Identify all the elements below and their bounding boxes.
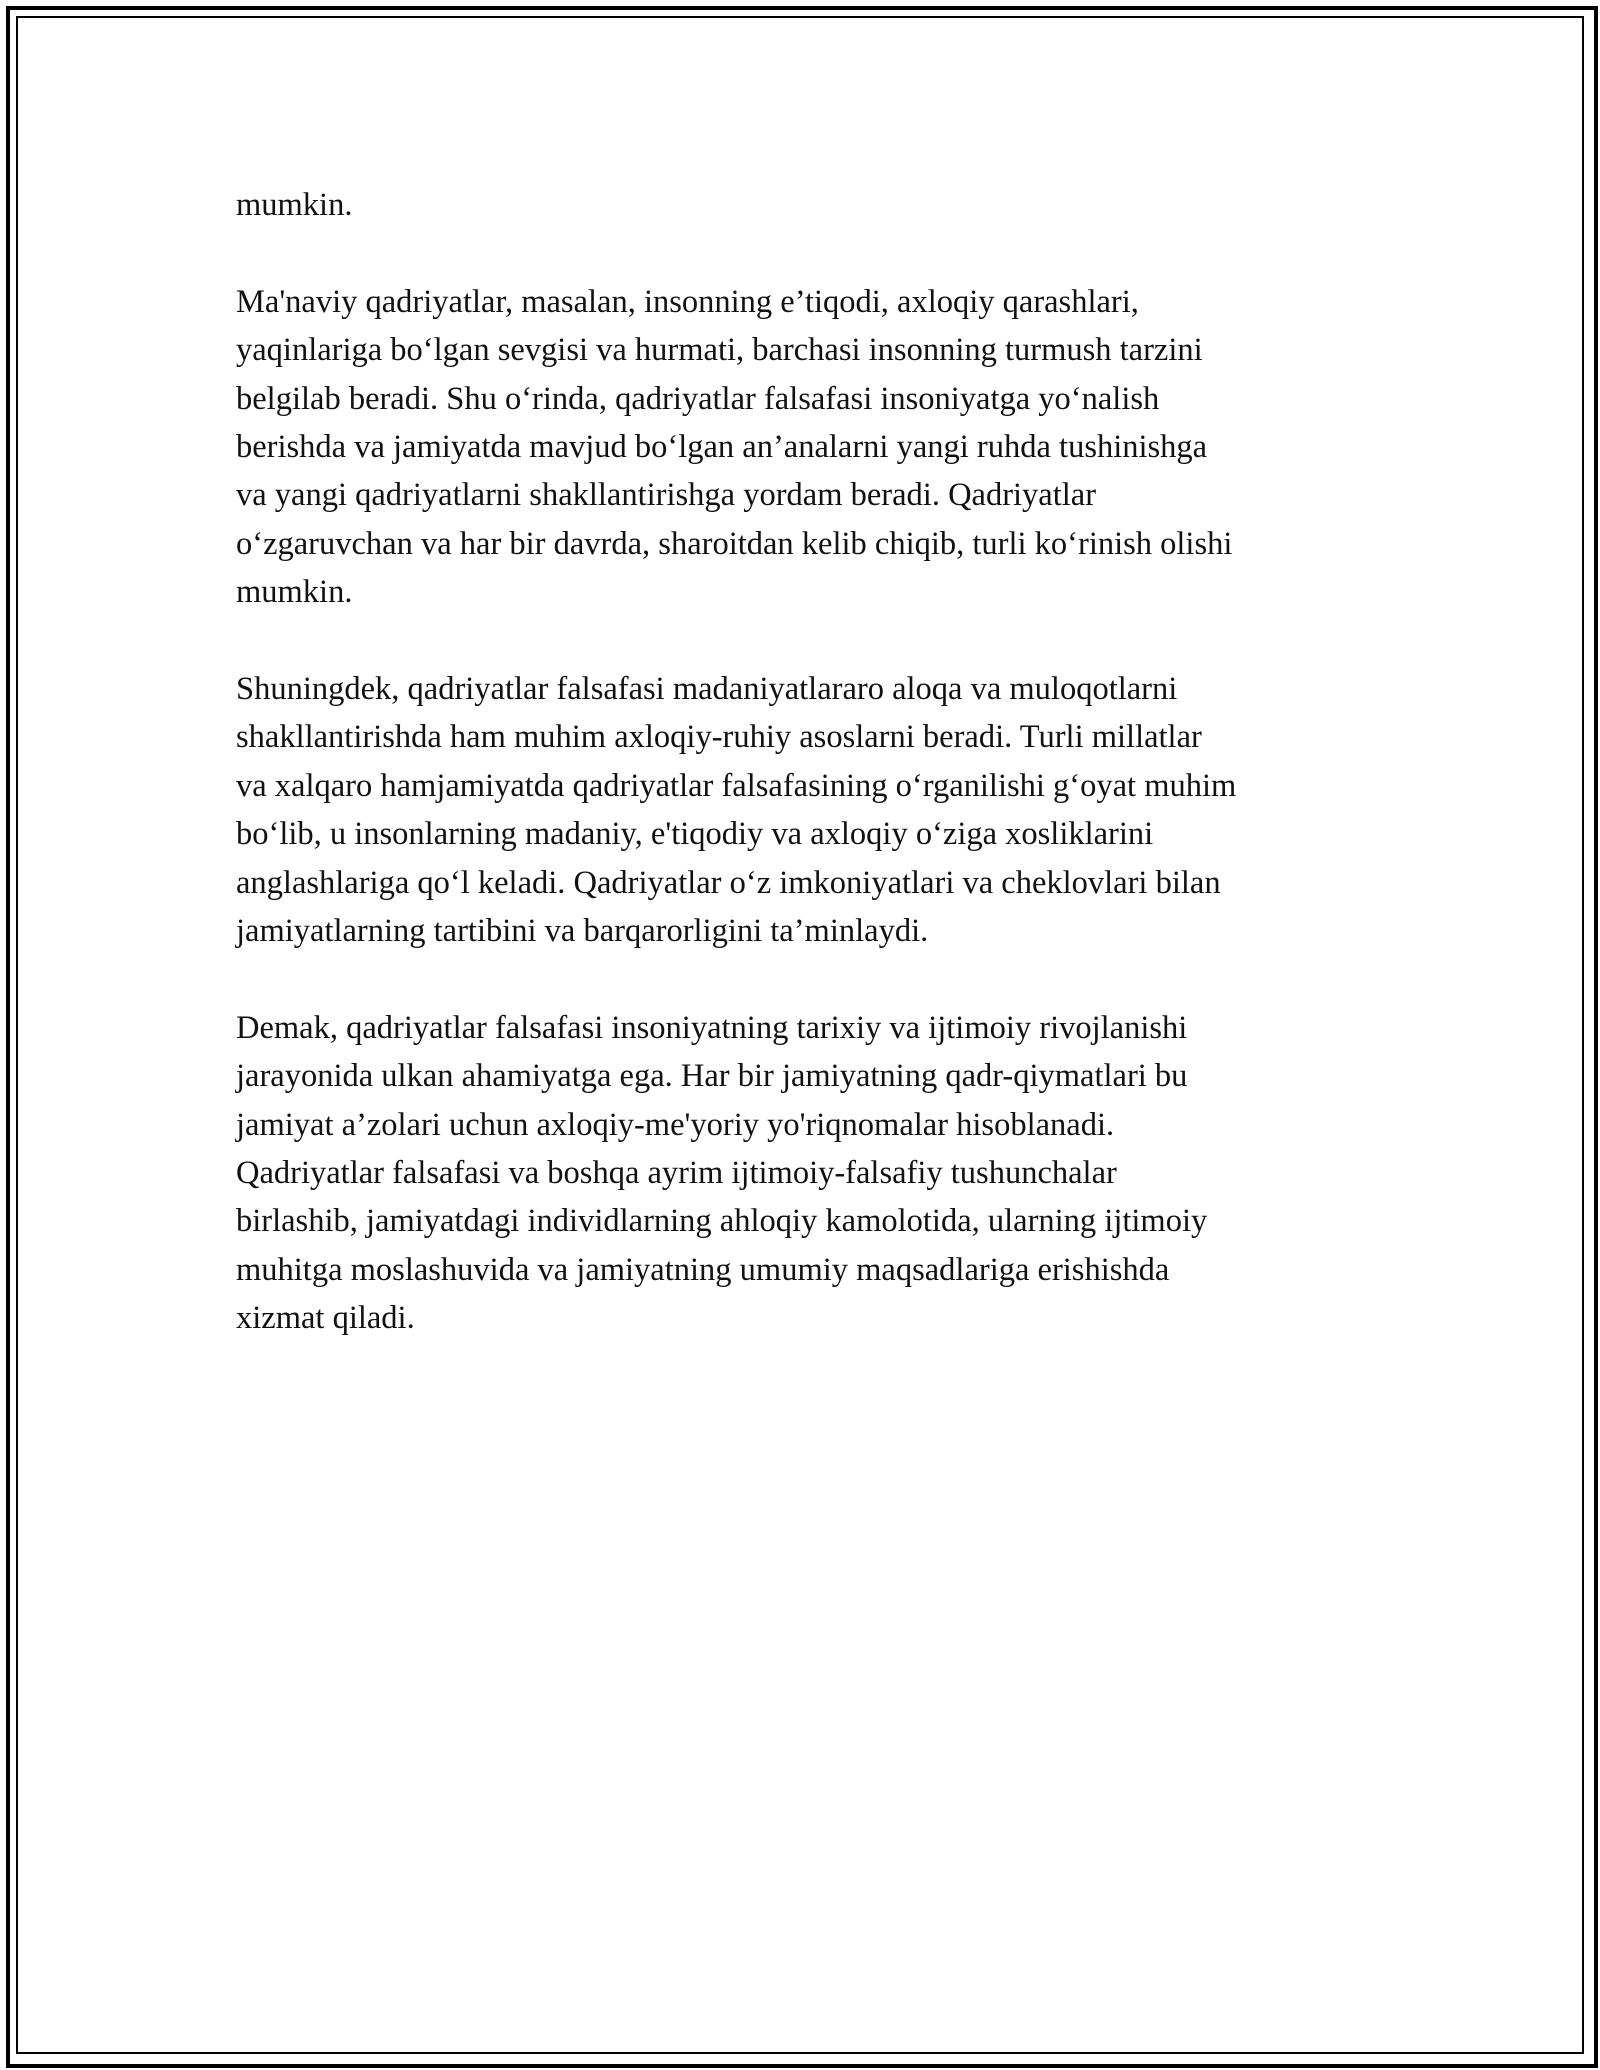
text-line: jamiyat a’zolari uchun axloqiy-me'yoriy yo'riqnomalar hisoblanadi. bbox=[236, 1106, 1115, 1143]
text-line: va xalqaro hamjamiyatda qadriyatlar falsafasining o‘rganilishi g‘oyat muhim bbox=[236, 767, 1237, 804]
text-line: shakllantirishda ham muhim axloqiy-ruhiy asoslarni beradi. Turli millatlar bbox=[236, 719, 1202, 756]
text-line: jarayonida ulkan ahamiyatga ega. Har bir jamiyatning qadr-qiymatlari bu bbox=[236, 1058, 1188, 1095]
text-line: xizmat qiladi. bbox=[236, 1300, 415, 1337]
text-line: muhitga moslashuvida va jamiyatning umumiy maqsadlariga erishishda bbox=[236, 1251, 1170, 1288]
text-line: va yangi qadriyatlarni shakllantirishga yordam beradi. Qadriyatlar bbox=[236, 477, 1097, 514]
text-line: birlashib, jamiyatdagi individlarning ahloqiy kamolotida, ularning ijtimoiy bbox=[236, 1203, 1208, 1240]
text-line: o‘zgaruvchan va har bir davrda, sharoitdan kelib chiqib, turli ko‘rinish olishi bbox=[236, 525, 1233, 562]
text-line: jamiyatlarning tartibini va barqarorligini ta’minlaydi. bbox=[236, 913, 929, 950]
text-line: berishda va jamiyatda mavjud bo‘lgan an’analarni yangi ruhda tushinishga bbox=[236, 429, 1208, 466]
text-line: Qadriyatlar falsafasi va boshqa ayrim ijtimoiy-falsafiy tushunchalar bbox=[236, 1155, 1117, 1192]
text-line: Shuningdek, qadriyatlar falsafasi madaniyatlararo aloqa va muloqotlarni bbox=[236, 671, 1178, 708]
paragraph-1 bbox=[236, 181, 1396, 229]
text-line: mumkin. bbox=[236, 187, 353, 223]
text-line: Demak, qadriyatlar falsafasi insoniyatning tarixiy va ijtimoiy rivojlanishi bbox=[236, 1009, 1188, 1046]
text-line: Ma'naviy qadriyatlar, masalan, insonning e’tiqodi, axloqiy qarashlari, bbox=[236, 283, 1139, 320]
text-line: yaqinlariga bo‘lgan sevgisi va hurmati, barchasi insonning turmush tarzini bbox=[236, 332, 1203, 369]
paragraph-2 bbox=[236, 278, 1396, 617]
paragraph-3 bbox=[236, 665, 1396, 955]
text-line: bo‘lib, u insonlarning madaniy, e'tiqodiy va axloqiy o‘ziga xosliklarini bbox=[236, 816, 1154, 853]
text-line: mumkin. bbox=[236, 574, 353, 611]
document-body bbox=[236, 181, 1396, 1391]
paragraph-4 bbox=[236, 1004, 1396, 1343]
text-line: belgilab beradi. Shu o‘rinda, qadriyatlar falsafasi insoniyatga yo‘nalish bbox=[236, 380, 1160, 417]
text-line: anglashlariga qo‘l keladi. Qadriyatlar o‘z imkoniyatlari va cheklovlari bilan bbox=[236, 864, 1221, 901]
